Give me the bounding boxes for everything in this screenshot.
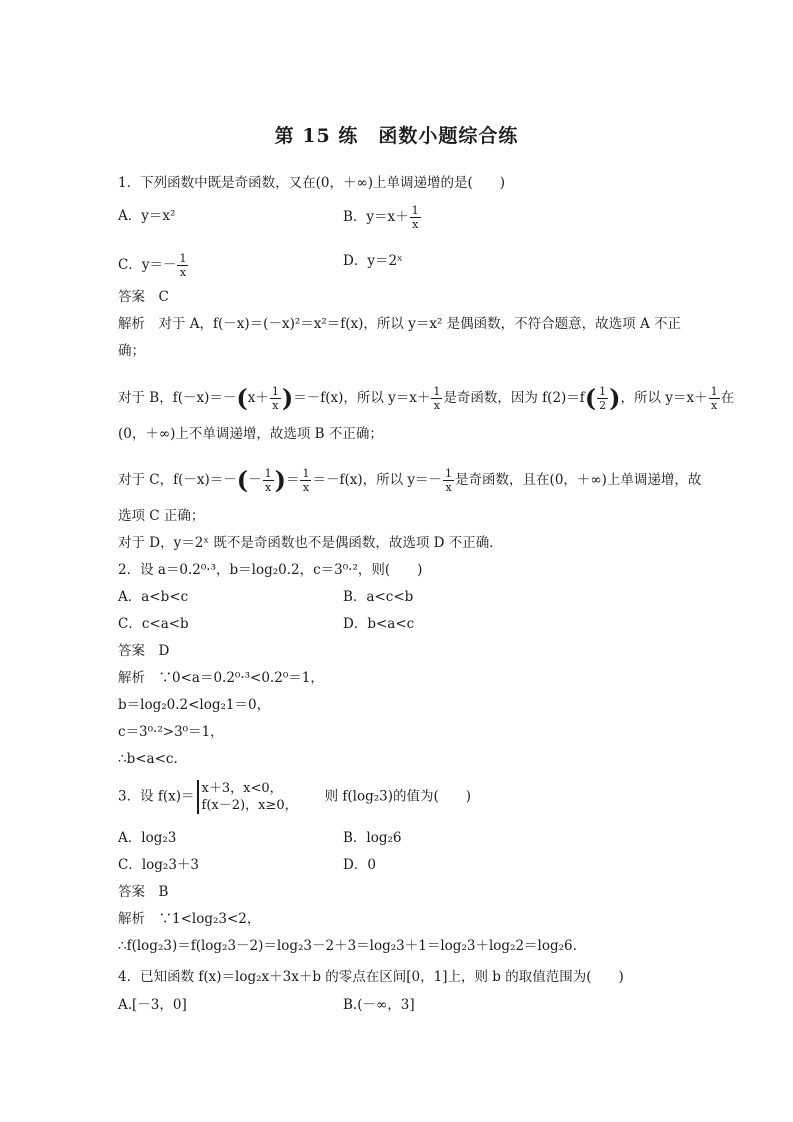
q2-analysis-line: b＝log₂0.2<log₂1＝0， <box>118 697 271 713</box>
q3-option-b: B．log₂6 <box>343 830 402 846</box>
q2-analysis-line: ∴b<a<c. <box>118 751 178 767</box>
q1-option-a: A．y＝x² <box>118 208 176 224</box>
q2-option-b: B．a<c<b <box>343 589 414 605</box>
q2-option-a: A．a<b<c <box>118 589 189 605</box>
q4-option-b: B.(－∞，3] <box>343 997 415 1013</box>
q2-option-d: D．b<a<c <box>343 616 415 632</box>
q3-option-c: C．log₂3＋3 <box>118 857 200 873</box>
question-3-stem: 3．设 f(x)＝ x＋3，x<0， f(x－2)，x≥0， 则 f(log₂3)的值为( ) <box>118 781 472 813</box>
q1-option-c: C．y＝－ $\frac{1}{x}$ <box>118 252 187 279</box>
q4-option-a: A.[－3，0] <box>118 997 187 1013</box>
q1-analysis-line: (0，＋∞)上不单调递增，故选项 B 不正确； <box>118 426 383 442</box>
q3-option-a: A．log₂3 <box>118 830 177 846</box>
q1-answer: 答案 C <box>118 289 169 305</box>
page-title: 第 15 练 函数小题综合练 <box>274 125 519 147</box>
q3-option-d: D．0 <box>343 857 376 873</box>
question-4-stem: 4．已知函数 f(x)＝log₂x＋3x＋b 的零点在区间[0，1]上，则 b 的取值范围为( ) <box>118 969 624 985</box>
q1-option-d: D．y＝2ˣ <box>343 253 403 269</box>
q3-analysis-line: 解析 ∵1<log₂3<2， <box>118 911 261 927</box>
q1-analysis-line: 选项 C 正确； <box>118 508 205 524</box>
q1-analysis-line: 确； <box>118 343 145 359</box>
q2-answer: 答案 D <box>118 643 170 659</box>
piecewise-brace: x＋3，x<0， f(x－2)，x≥0， <box>197 780 298 814</box>
q1-analysis-line: 对于 B，f(－x)＝－(x＋ $\frac{1}{x}$ )＝－f(x)，所以 y＝x＋ $\frac{1}{x}$ 是奇函数，因为 f(2)＝f( $\frac{1}{2}$ )，所以 y＝x＋ $\frac{1}{x}$ 在 <box>118 383 735 413</box>
q2-option-c: C．c<a<b <box>118 616 189 632</box>
question-1-stem: 1．下列函数中既是奇函数，又在(0，＋∞)上单调递增的是( ) <box>118 175 505 191</box>
q2-analysis-line: 解析 ∵0<a＝0.2⁰·³<0.2⁰＝1， <box>118 670 324 686</box>
q1-option-b: B．y＝x＋ $\frac{1}{x}$ <box>343 204 419 231</box>
q3-answer: 答案 B <box>118 884 169 900</box>
question-2-stem: 2．设 a＝0.2⁰·³，b＝log₂0.2，c＝3⁰·²，则( ) <box>118 562 423 578</box>
q1-analysis-line: 对于 C，f(－x)＝－(－ $\frac{1}{x}$ )＝ $\frac{1}{x}$ ＝－f(x)，所以 y＝－ $\frac{1}{x}$ 是奇函数，且在(0，＋∞)上单调递增，故 <box>118 465 702 495</box>
q3-analysis-line: ∴f(log₂3)＝f(log₂3－2)＝log₂3－2＋3＝log₂3＋1＝log₂3＋log₂2＝log₂6. <box>118 938 577 954</box>
q2-analysis-line: c＝3⁰·²>3⁰＝1， <box>118 724 224 740</box>
q1-analysis-line: 对于 D，y＝2ˣ 既不是奇函数也不是偶函数，故选项 D 不正确． <box>118 535 503 551</box>
q1-analysis-line: 解析 对于 A，f(－x)＝(－x)²＝x²＝f(x)，所以 y＝x² 是偶函数，不符合题意，故选项 A 不正 <box>118 316 681 332</box>
